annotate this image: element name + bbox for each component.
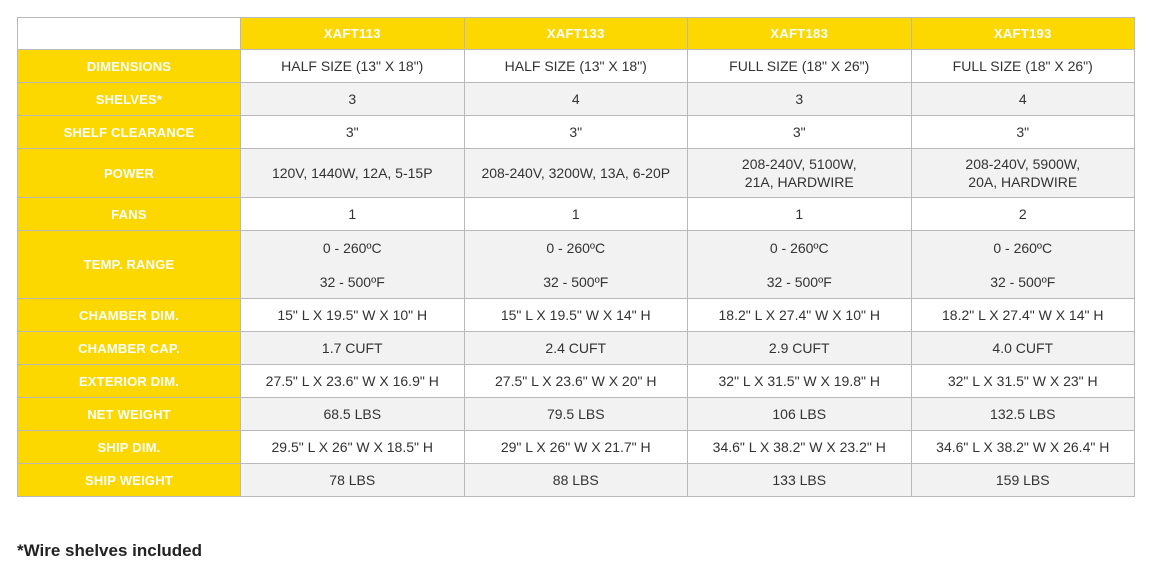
table-cell: 1 [241, 198, 465, 231]
table-cell: 3 [688, 83, 912, 116]
table-cell: 4 [911, 83, 1135, 116]
table-cell: 159 LBS [911, 464, 1135, 497]
table-row-shelves [18, 83, 1135, 116]
table-cell: 133 LBS [688, 464, 912, 497]
temp-fahrenheit: 32 - 500ºF [766, 273, 832, 290]
model-header: XAFT193 [911, 18, 1135, 50]
table-cell: 32" L X 31.5" W X 23" H [911, 365, 1135, 398]
table-cell: 79.5 LBS [464, 398, 688, 431]
row-label: CHAMBER CAP. [18, 332, 241, 365]
row-label: NET WEIGHT [18, 398, 241, 431]
table-row-fans [18, 198, 1135, 231]
model-header: XAFT133 [464, 18, 688, 50]
temp-celsius: 0 - 260ºC [546, 239, 606, 256]
spec-table [17, 17, 1135, 497]
table-cell [911, 231, 1135, 299]
table-cell: 1 [464, 198, 688, 231]
temp-fahrenheit: 32 - 500ºF [543, 273, 609, 290]
table-cell: 1 [688, 198, 912, 231]
footnote: *Wire shelves included [17, 541, 203, 560]
model-header: XAFT113 [241, 18, 465, 50]
table-cell: 208-240V, 5900W, 20A, HARDWIRE [911, 149, 1135, 198]
row-label: CHAMBER DIM. [18, 299, 241, 332]
table-cell: 15" L X 19.5" W X 10" H [241, 299, 465, 332]
table-row-ship-weight [18, 464, 1135, 497]
temp-celsius: 0 - 260ºC [993, 239, 1053, 256]
table-cell: 88 LBS [464, 464, 688, 497]
table-row-chamber-dim [18, 299, 1135, 332]
table-cell: 208-240V, 5100W, 21A, HARDWIRE [688, 149, 912, 198]
row-label: SHIP DIM. [18, 431, 241, 464]
row-label: SHELF CLEARANCE [18, 116, 241, 149]
table-row-chamber-cap [18, 332, 1135, 365]
table-cell: 27.5" L X 23.6" W X 20" H [464, 365, 688, 398]
table-cell: 18.2" L X 27.4" W X 14" H [911, 299, 1135, 332]
table-row-net-weight [18, 398, 1135, 431]
table-cell: 78 LBS [241, 464, 465, 497]
row-label: TEMP. RANGE [18, 231, 241, 299]
table-cell [241, 231, 465, 299]
table-row-shelf-clearance [18, 116, 1135, 149]
temp-fahrenheit: 32 - 500ºF [990, 273, 1056, 290]
table-cell: HALF SIZE (13" X 18") [464, 50, 688, 83]
header-row [18, 18, 1135, 50]
model-header: XAFT183 [688, 18, 912, 50]
row-label: POWER [18, 149, 241, 198]
row-label: EXTERIOR DIM. [18, 365, 241, 398]
table-cell: 15" L X 19.5" W X 14" H [464, 299, 688, 332]
table-row-dimensions [18, 50, 1135, 83]
table-cell: 4.0 CUFT [911, 332, 1135, 365]
table-cell: 3" [464, 116, 688, 149]
row-label: DIMENSIONS [18, 50, 241, 83]
temp-celsius: 0 - 260ºC [322, 239, 382, 256]
table-cell: 208-240V, 3200W, 13A, 6-20P [464, 149, 688, 198]
table-cell: FULL SIZE (18" X 26") [688, 50, 912, 83]
table-cell: HALF SIZE (13" X 18") [241, 50, 465, 83]
table-cell: 1.7 CUFT [241, 332, 465, 365]
row-label: SHELVES* [18, 83, 241, 116]
table-row-temp-range [18, 231, 1135, 299]
table-cell: 3 [241, 83, 465, 116]
table-cell: 32" L X 31.5" W X 19.8" H [688, 365, 912, 398]
table-cell: 106 LBS [688, 398, 912, 431]
table-cell: 132.5 LBS [911, 398, 1135, 431]
table-cell [688, 231, 912, 299]
table-cell: 2 [911, 198, 1135, 231]
table-cell: 29.5" L X 26" W X 18.5" H [241, 431, 465, 464]
table-cell: 34.6" L X 38.2" W X 23.2" H [688, 431, 912, 464]
temp-celsius: 0 - 260ºC [769, 239, 829, 256]
table-cell: 18.2" L X 27.4" W X 10" H [688, 299, 912, 332]
table-cell: 2.4 CUFT [464, 332, 688, 365]
table-row-exterior-dim [18, 365, 1135, 398]
table-cell: 120V, 1440W, 12A, 5-15P [241, 149, 465, 198]
table-cell: 3" [688, 116, 912, 149]
table-cell: 68.5 LBS [241, 398, 465, 431]
row-label: FANS [18, 198, 241, 231]
table-cell [464, 231, 688, 299]
temp-fahrenheit: 32 - 500ºF [319, 273, 385, 290]
table-cell: 2.9 CUFT [688, 332, 912, 365]
header-corner-cell [18, 18, 241, 50]
table-cell: 27.5" L X 23.6" W X 16.9" H [241, 365, 465, 398]
table-cell: FULL SIZE (18" X 26") [911, 50, 1135, 83]
table-cell: 3" [241, 116, 465, 149]
table-cell: 34.6" L X 38.2" W X 26.4" H [911, 431, 1135, 464]
table-cell: 4 [464, 83, 688, 116]
table-row-ship-dim [18, 431, 1135, 464]
table-cell: 29" L X 26" W X 21.7" H [464, 431, 688, 464]
table-cell: 3" [911, 116, 1135, 149]
row-label: SHIP WEIGHT [18, 464, 241, 497]
table-row-power [18, 149, 1135, 198]
